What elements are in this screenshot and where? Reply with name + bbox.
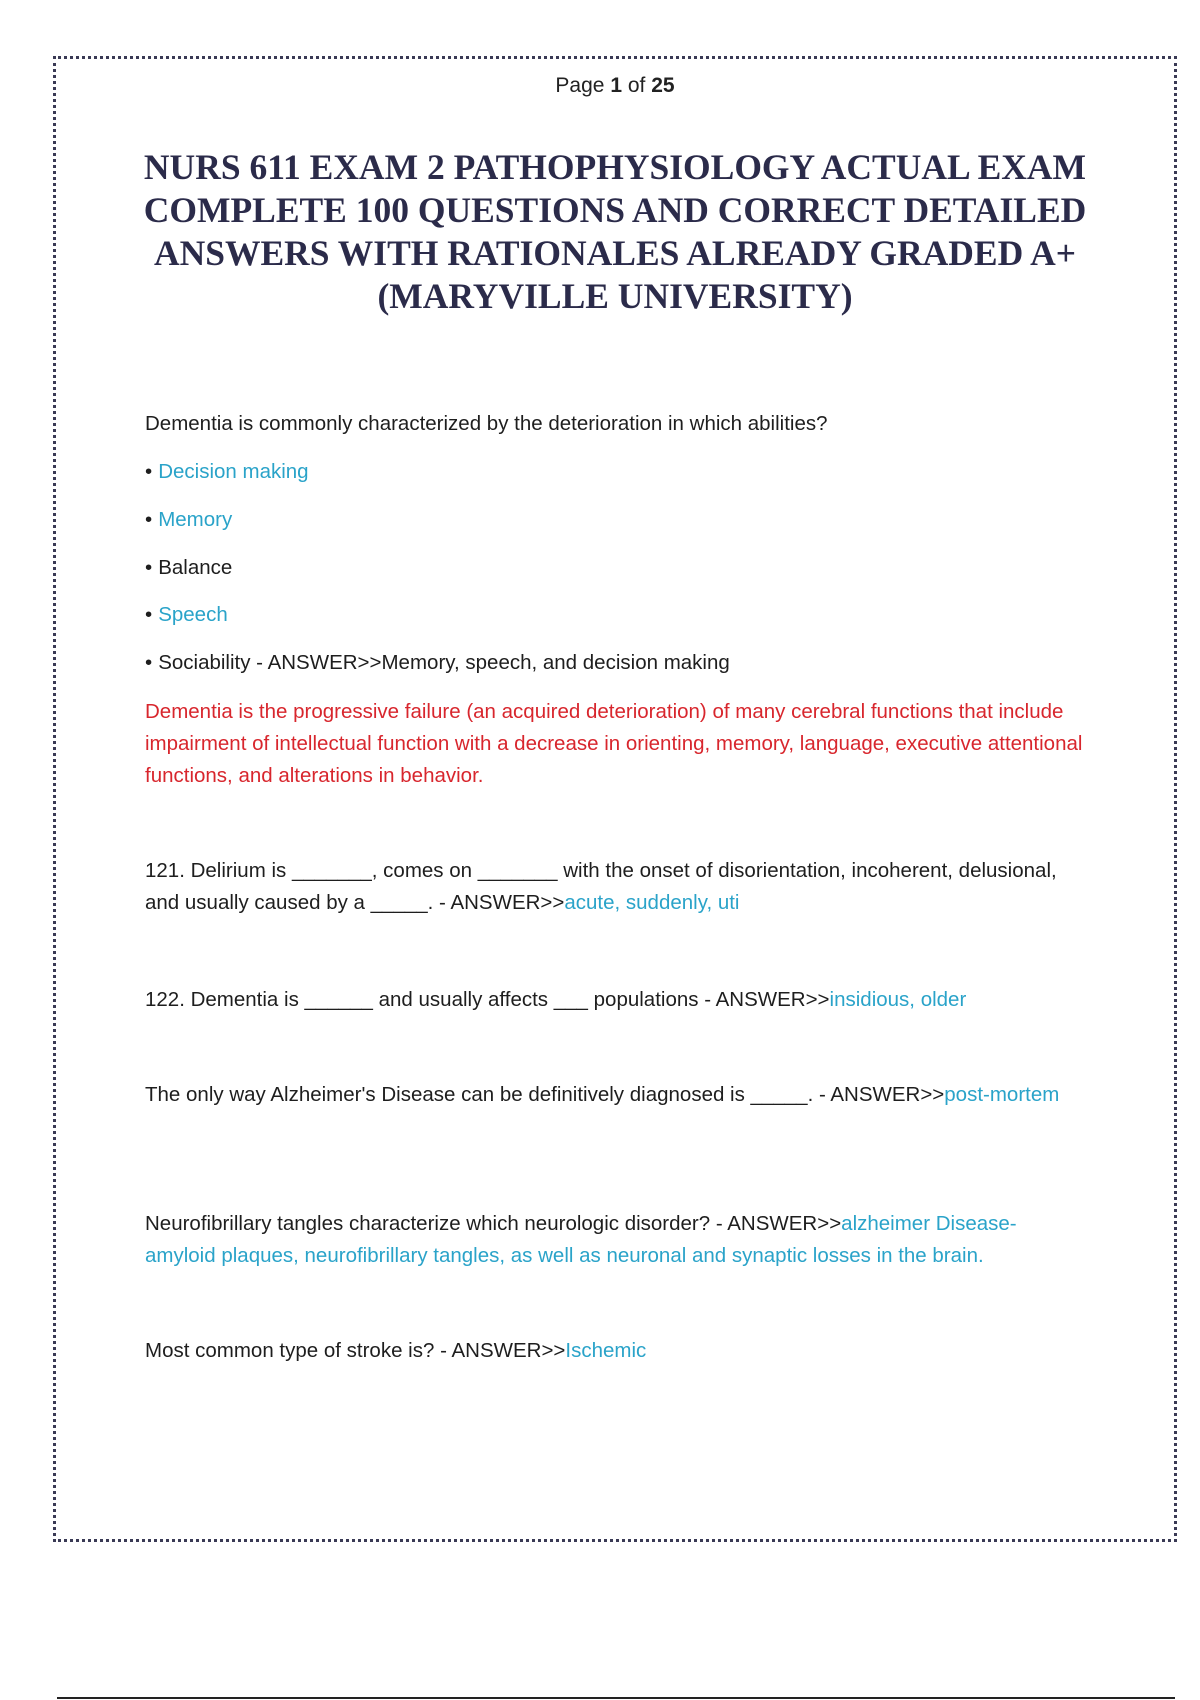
list-item: • Sociability - ANSWER>>Memory, speech, and decision making	[145, 651, 730, 674]
page-number: Page 1 of 25	[555, 74, 675, 97]
question-122: 122. Dementia is ______ and usually affects ___ populations - ANSWER>>insidious, older	[145, 988, 967, 1011]
list-item: • Memory	[145, 508, 233, 531]
footer-divider	[57, 1697, 1175, 1699]
question-dementia-abilities: Dementia is commonly characterized by the deterioration in which abilities?	[145, 412, 828, 435]
list-item: • Decision making	[145, 460, 309, 483]
rationale-dementia: Dementia is the progressive failure (an acquired deterioration) of many cerebral functions that include impairment of intellectual function with a decrease in orienting, memory, language, executive attentional functions, and alterations in behavior.	[145, 700, 1083, 787]
question-121: 121. Delirium is _______, comes on _______ with the onset of disorientation, incoherent, delusional, and usually caused by a _____. - ANSWER>>acute, suddenly, uti	[145, 859, 1057, 914]
document-title: NURS 611 EXAM 2 PATHOPHYSIOLOGY ACTUAL EXAM COMPLETE 100 QUESTIONS AND CORRECT DETAILED ANSWERS WITH RATIONALES ALREADY GRADED A+ (MARYVILLE UNIVERSITY)	[143, 147, 1087, 316]
question-neurofibrillary-tangles: Neurofibrillary tangles characterize which neurologic disorder? - ANSWER>>alzheimer Disease- amyloid plaques, neurofibrillary tangles, as well as neuronal and synaptic losses in the brain.	[145, 1212, 1017, 1267]
question-stroke: Most common type of stroke is? - ANSWER>>Ischemic	[145, 1339, 647, 1362]
list-item: • Balance	[145, 556, 233, 579]
list-item: • Speech	[145, 603, 228, 626]
question-alzheimers-diagnosis: The only way Alzheimer's Disease can be definitively diagnosed is _____. - ANSWER>>post-mortem	[145, 1083, 1060, 1106]
